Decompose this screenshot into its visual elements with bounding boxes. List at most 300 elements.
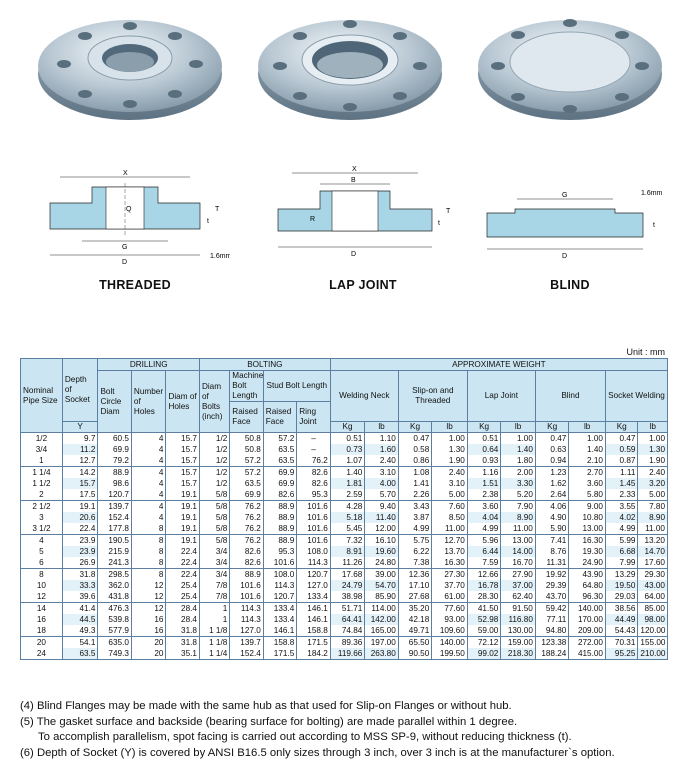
table-cell: 3.60	[467, 501, 500, 513]
table-cell: 1 1/8	[199, 637, 229, 649]
table-cell: 101.6	[263, 557, 296, 569]
table-cell: 120.7	[297, 569, 331, 581]
header-machine-raised: Raised Face	[230, 402, 263, 433]
table-cell: 82.6	[230, 546, 263, 557]
table-cell: 4.00	[365, 478, 398, 489]
table-cell: 22.4	[166, 546, 200, 557]
table-row	[21, 580, 668, 591]
table-cell: 101.6	[297, 512, 331, 523]
table-cell: 88.9	[263, 535, 296, 547]
table-cell: 635.0	[98, 637, 131, 649]
table-cell: 4.04	[467, 512, 500, 523]
table-cell: 19.1	[166, 512, 200, 523]
table-cell: 109.60	[432, 625, 468, 637]
table-cell: 79.2	[98, 455, 131, 467]
pipe-size-cell: 8	[21, 569, 63, 581]
table-cell: 155.00	[638, 637, 668, 649]
dim-x-label: X	[352, 166, 357, 173]
pipe-size-cell: 3/4	[21, 444, 63, 455]
table-cell: 3/4	[199, 546, 229, 557]
table-cell: 95.3	[263, 546, 296, 557]
table-cell: 2.40	[365, 455, 398, 467]
table-cell: 89.36	[330, 637, 365, 649]
table-cell: 15.7	[166, 467, 200, 479]
table-cell: 27.90	[501, 569, 536, 581]
table-cell: 17.10	[398, 580, 431, 591]
table-cell: 1.40	[569, 444, 606, 455]
table-row	[21, 444, 668, 455]
table-cell: 69.9	[98, 444, 131, 455]
table-cell: 108.0	[297, 546, 331, 557]
table-cell: 88.9	[263, 523, 296, 535]
table-cell: 210.00	[638, 648, 668, 660]
table-cell: 62.40	[501, 591, 536, 603]
header-blind: Blind	[535, 371, 605, 422]
table-cell: 15.7	[166, 478, 200, 489]
pipe-size-cell: 16	[21, 614, 63, 625]
dim-d-label: D	[562, 253, 568, 260]
header-stud-ring: Ring Joint	[297, 402, 331, 433]
table-cell: 70.31	[605, 637, 637, 649]
header-socket-welding: Socket Welding	[605, 371, 667, 422]
table-cell: 8	[131, 557, 166, 569]
table-cell: 88.9	[230, 569, 263, 581]
table-cell: 101.6	[297, 523, 331, 535]
table-cell: 177.8	[98, 523, 131, 535]
table-cell: 12.00	[365, 523, 398, 535]
dim-d-label: D	[122, 259, 128, 266]
header-lap-joint: Lap Joint	[467, 371, 535, 422]
table-cell: 4.28	[330, 501, 365, 513]
table-cell: 1.00	[569, 433, 606, 445]
table-cell: 120.00	[638, 625, 668, 637]
lap-joint-label: LAP JOINT	[329, 278, 397, 292]
table-cell: 1/2	[199, 433, 229, 445]
table-cell: 28.4	[166, 614, 200, 625]
table-cell: 20	[131, 648, 166, 660]
table-cell: 1.00	[432, 433, 468, 445]
table-cell: 35.1	[166, 648, 200, 660]
table-cell: 3.55	[605, 501, 637, 513]
dim-raised-label: 1.6mm	[210, 253, 230, 260]
table-cell: 1.90	[432, 455, 468, 467]
table-row	[21, 433, 668, 445]
table-cell: 2.59	[330, 489, 365, 501]
table-cell: 37.00	[501, 580, 536, 591]
table-cell: 76.2	[230, 512, 263, 523]
header-stud-bolt: Stud Bolt Length	[263, 371, 330, 402]
table-cell: 13.70	[432, 546, 468, 557]
table-row	[21, 569, 668, 581]
table-cell: 24.80	[365, 557, 398, 569]
table-cell: 8	[131, 535, 166, 547]
table-cell: 4	[131, 455, 166, 467]
table-cell: 0.47	[605, 433, 637, 445]
table-cell: 6.44	[467, 546, 500, 557]
table-cell: 51.71	[330, 603, 365, 615]
table-cell: 8.90	[638, 512, 668, 523]
table-row	[21, 455, 668, 467]
header-drilling: DRILLING	[98, 359, 200, 371]
table-cell: 362.0	[98, 580, 131, 591]
table-cell: 1.00	[638, 433, 668, 445]
table-cell: 2.70	[569, 467, 606, 479]
table-cell: 5.45	[330, 523, 365, 535]
table-cell: 54.70	[365, 580, 398, 591]
table-cell: 1.30	[432, 444, 468, 455]
table-cell: 44.49	[605, 614, 637, 625]
header-kg: Kg	[330, 422, 365, 433]
table-row	[21, 489, 668, 501]
pipe-size-cell: 24	[21, 648, 63, 660]
table-cell: 0.59	[605, 444, 637, 455]
table-cell: 43.00	[638, 580, 668, 591]
header-depth: Depth of Socket	[62, 359, 98, 422]
table-cell: 69.9	[230, 489, 263, 501]
table-cell: 165.00	[365, 625, 398, 637]
table-cell: 27.30	[432, 569, 468, 581]
table-cell: 13.20	[638, 535, 668, 547]
table-cell: 13.00	[501, 535, 536, 547]
threaded-section-drawing	[20, 165, 230, 275]
table-cell: 4.99	[398, 523, 431, 535]
table-row	[21, 637, 668, 649]
table-cell: 1.41	[398, 478, 431, 489]
table-cell: 54.1	[62, 637, 98, 649]
table-cell: 15.7	[166, 444, 200, 455]
table-cell: 49.3	[62, 625, 98, 637]
header-diam-holes: Diam of Holes	[166, 371, 200, 433]
table-cell: 114.3	[263, 580, 296, 591]
table-cell: 114.3	[230, 603, 263, 615]
table-row	[21, 501, 668, 513]
table-cell: 88.9	[263, 501, 296, 513]
table-cell: 57.2	[230, 467, 263, 479]
table-cell: 44.5	[62, 614, 98, 625]
table-cell: 12	[131, 580, 166, 591]
table-cell: 5/8	[199, 535, 229, 547]
table-cell: 4.02	[605, 512, 637, 523]
table-cell: 50.8	[230, 433, 263, 445]
threaded-flange-photo	[30, 8, 230, 128]
table-cell: 20.6	[62, 512, 98, 523]
table-cell: 114.00	[365, 603, 398, 615]
table-row	[21, 648, 668, 660]
note-5: (5) The gasket surface and backside (bearing surface for bolting) are made parallel within 1 degree.	[20, 715, 518, 728]
table-cell: 7.32	[330, 535, 365, 547]
header-depth-symbol: Y	[62, 422, 98, 433]
table-cell: 54.43	[605, 625, 637, 637]
table-cell: 12	[131, 591, 166, 603]
table-cell: 24.79	[330, 580, 365, 591]
table-cell: 1.30	[638, 444, 668, 455]
table-cell: 76.2	[230, 523, 263, 535]
table-cell: 17.60	[638, 557, 668, 569]
table-cell: 6.68	[605, 546, 637, 557]
table-cell: 120.7	[263, 591, 296, 603]
table-cell: 6.22	[398, 546, 431, 557]
table-cell: 9.7	[62, 433, 98, 445]
pipe-size-cell: 3	[21, 512, 63, 523]
table-cell: 69.9	[263, 467, 296, 479]
table-cell: 16.70	[501, 557, 536, 569]
header-nominal: Nominal Pipe Size	[21, 359, 63, 433]
table-cell: 2.64	[535, 489, 568, 501]
table-cell: 63.5	[263, 455, 296, 467]
table-cell: 1	[199, 614, 229, 625]
table-cell: 241.3	[98, 557, 131, 569]
table-body	[21, 433, 668, 660]
table-cell: 1.80	[501, 455, 536, 467]
table-cell: 64.80	[569, 580, 606, 591]
table-cell: 1.62	[535, 478, 568, 489]
table-cell: 0.87	[605, 455, 637, 467]
table-cell: 7.59	[467, 557, 500, 569]
table-cell: 8	[131, 569, 166, 581]
table-cell: 3.43	[398, 501, 431, 513]
table-cell: 16.78	[467, 580, 500, 591]
header-lb: lb	[501, 422, 536, 433]
table-cell: 16.10	[365, 535, 398, 547]
flange-spec-table	[20, 358, 668, 660]
table-cell: 11.31	[535, 557, 568, 569]
table-cell: 85.90	[365, 591, 398, 603]
table-cell: 41.50	[467, 603, 500, 615]
table-cell: 133.4	[263, 603, 296, 615]
table-cell: 116.80	[501, 614, 536, 625]
table-cell: 69.9	[263, 478, 296, 489]
table-cell: 38.98	[330, 591, 365, 603]
table-row	[21, 546, 668, 557]
table-cell: 5.18	[330, 512, 365, 523]
table-cell: 2.00	[501, 467, 536, 479]
table-cell: 171.5	[263, 648, 296, 660]
table-cell: 1/2	[199, 444, 229, 455]
header-bolting: BOLTING	[199, 359, 330, 371]
table-cell: 61.00	[432, 591, 468, 603]
table-cell: 14.00	[501, 546, 536, 557]
table-cell: 82.6	[263, 489, 296, 501]
note-4: (4) Blind Flanges may be made with the same hub as that used for Slip-on Flanges or without hub.	[20, 700, 512, 712]
table-row	[21, 523, 668, 535]
table-cell: 31.8	[166, 625, 200, 637]
table-cell: 431.8	[98, 591, 131, 603]
table-cell: 7.99	[605, 557, 637, 569]
table-cell: 19.1	[166, 489, 200, 501]
table-cell: 22.4	[62, 523, 98, 535]
table-cell: 19.1	[166, 523, 200, 535]
table-cell: 25.4	[166, 591, 200, 603]
table-row	[21, 478, 668, 489]
table-cell: 12	[131, 603, 166, 615]
table-cell: 26.9	[62, 557, 98, 569]
table-cell: 101.6	[230, 580, 263, 591]
header-lb: lb	[365, 422, 398, 433]
dim-t-label: T	[215, 206, 220, 213]
table-cell: 127.0	[230, 625, 263, 637]
table-cell: 9.00	[569, 501, 606, 513]
table-cell: 4	[131, 501, 166, 513]
table-cell: 120.7	[98, 489, 131, 501]
table-cell: 0.51	[330, 433, 365, 445]
table-cell: 13.00	[569, 523, 606, 535]
table-cell: 7/8	[199, 580, 229, 591]
dim-x-label: X	[123, 170, 128, 177]
table-cell: 1 1/4	[199, 648, 229, 660]
table-cell: 1.11	[605, 467, 637, 479]
table-cell: 77.11	[535, 614, 568, 625]
table-cell: 16	[131, 614, 166, 625]
table-cell: 76.2	[230, 501, 263, 513]
table-cell: 298.5	[98, 569, 131, 581]
table-cell: 3.20	[638, 478, 668, 489]
table-cell: 7.90	[501, 501, 536, 513]
table-cell: 133.4	[263, 614, 296, 625]
table-cell: 74.84	[330, 625, 365, 637]
table-cell: 577.9	[98, 625, 131, 637]
table-cell: 0.47	[535, 433, 568, 445]
table-cell: 59.42	[535, 603, 568, 615]
table-cell: 63.5	[263, 444, 296, 455]
pipe-size-cell: 10	[21, 580, 63, 591]
pipe-size-cell: 20	[21, 637, 63, 649]
pipe-size-cell: 6	[21, 557, 63, 569]
table-cell: 0.64	[467, 444, 500, 455]
table-cell: 8.76	[535, 546, 568, 557]
table-cell: 28.4	[166, 603, 200, 615]
table-cell: 13.29	[605, 569, 637, 581]
header-bolt-circle: Bolt Circle Diam	[98, 371, 131, 433]
table-cell: 12.7	[62, 455, 98, 467]
pipe-size-cell: 1/2	[21, 433, 63, 445]
table-cell: 127.0	[297, 580, 331, 591]
table-cell: 2.10	[569, 455, 606, 467]
dim-t-label: T	[446, 208, 451, 215]
pipe-size-cell: 1 1/4	[21, 467, 63, 479]
table-cell: –	[297, 444, 331, 455]
table-cell: 209.00	[569, 625, 606, 637]
header-weight: APPROXIMATE WEIGHT	[330, 359, 667, 371]
table-cell: 3.87	[398, 512, 431, 523]
table-cell: 152.4	[230, 648, 263, 660]
header-stud-raised: Raised Face	[263, 402, 296, 433]
table-cell: 12.66	[467, 569, 500, 581]
table-cell: 4.99	[467, 523, 500, 535]
table-cell: 12.36	[398, 569, 431, 581]
table-cell: 19.30	[569, 546, 606, 557]
table-cell: 24.90	[569, 557, 606, 569]
table-cell: 35.20	[398, 603, 431, 615]
table-cell: 7.60	[432, 501, 468, 513]
table-cell: 57.2	[230, 455, 263, 467]
table-cell: 99.02	[467, 648, 500, 660]
table-cell: 20	[131, 637, 166, 649]
table-cell: 199.50	[432, 648, 468, 660]
table-cell: 1/2	[199, 455, 229, 467]
table-cell: 5.70	[365, 489, 398, 501]
table-cell: 10.80	[569, 512, 606, 523]
table-cell: 0.73	[330, 444, 365, 455]
table-cell: 184.2	[297, 648, 331, 660]
table-cell: 82.6	[297, 467, 331, 479]
table-cell: 95.3	[297, 489, 331, 501]
table-cell: 4	[131, 512, 166, 523]
table-cell: 82.6	[230, 557, 263, 569]
table-cell: 11.00	[432, 523, 468, 535]
table-cell: 42.18	[398, 614, 431, 625]
table-cell: 39.00	[365, 569, 398, 581]
table-row	[21, 557, 668, 569]
table-cell: 139.7	[98, 501, 131, 513]
table-cell: 7.41	[535, 535, 568, 547]
table-row	[21, 591, 668, 603]
table-cell: 59.00	[467, 625, 500, 637]
table-cell: 749.3	[98, 648, 131, 660]
table-row	[21, 512, 668, 523]
pipe-size-cell: 5	[21, 546, 63, 557]
note-6: (6) Depth of Socket (Y) is covered by ANSI B16.5 only sizes through 3 inch, over 3 inch is at the manufacturer`s option.	[20, 746, 615, 759]
table-cell: 19.1	[166, 535, 200, 547]
table-cell: 1.60	[365, 444, 398, 455]
table-cell: 2.33	[605, 489, 637, 501]
table-cell: 1.40	[330, 467, 365, 479]
header-kg: Kg	[535, 422, 568, 433]
table-cell: 49.71	[398, 625, 431, 637]
table-cell: 76.2	[230, 535, 263, 547]
table-cell: 57.2	[263, 433, 296, 445]
table-cell: 11.00	[501, 523, 536, 535]
table-cell: 14.2	[62, 467, 98, 479]
table-cell: 101.6	[230, 591, 263, 603]
table-cell: 218.30	[501, 648, 536, 660]
table-cell: 72.12	[467, 637, 500, 649]
table-cell: 539.8	[98, 614, 131, 625]
header-kg: Kg	[398, 422, 431, 433]
table-cell: 0.47	[398, 433, 431, 445]
table-cell: 95.25	[605, 648, 637, 660]
table-cell: 98.00	[638, 614, 668, 625]
table-cell: 130.00	[501, 625, 536, 637]
header-diam-bolts: Diam of Bolts (inch)	[199, 371, 229, 433]
lap-joint-flange-photo	[250, 8, 450, 128]
table-cell: 215.9	[98, 546, 131, 557]
table-cell: 3/4	[199, 569, 229, 581]
table-cell: 5.96	[467, 535, 500, 547]
table-cell: 5.80	[569, 489, 606, 501]
dim-small-t-label: t	[653, 222, 655, 229]
table-cell: 2.26	[398, 489, 431, 501]
table-cell: 63.5	[62, 648, 98, 660]
table-cell: 158.8	[263, 637, 296, 649]
table-cell: 16.30	[432, 557, 468, 569]
table-cell: 63.5	[230, 478, 263, 489]
dim-q-label: Q	[126, 206, 132, 213]
table-cell: 140.00	[569, 603, 606, 615]
table-cell: 3.30	[501, 478, 536, 489]
table-cell: 31.8	[166, 637, 200, 649]
table-cell: 90.50	[398, 648, 431, 660]
note-5-continued: To accomplish parallelism, spot facing is carried out according to MSS SP-9, without reducing thickness (t).	[38, 731, 572, 743]
table-cell: 263.80	[365, 648, 398, 660]
table-cell: 76.2	[297, 455, 331, 467]
table-cell: 3/4	[199, 557, 229, 569]
table-cell: 38.56	[605, 603, 637, 615]
table-cell: 1.90	[638, 455, 668, 467]
table-cell: 23.9	[62, 535, 98, 547]
table-cell: 15.7	[166, 433, 200, 445]
blind-flange-photo	[470, 8, 670, 128]
table-cell: 22.4	[166, 569, 200, 581]
